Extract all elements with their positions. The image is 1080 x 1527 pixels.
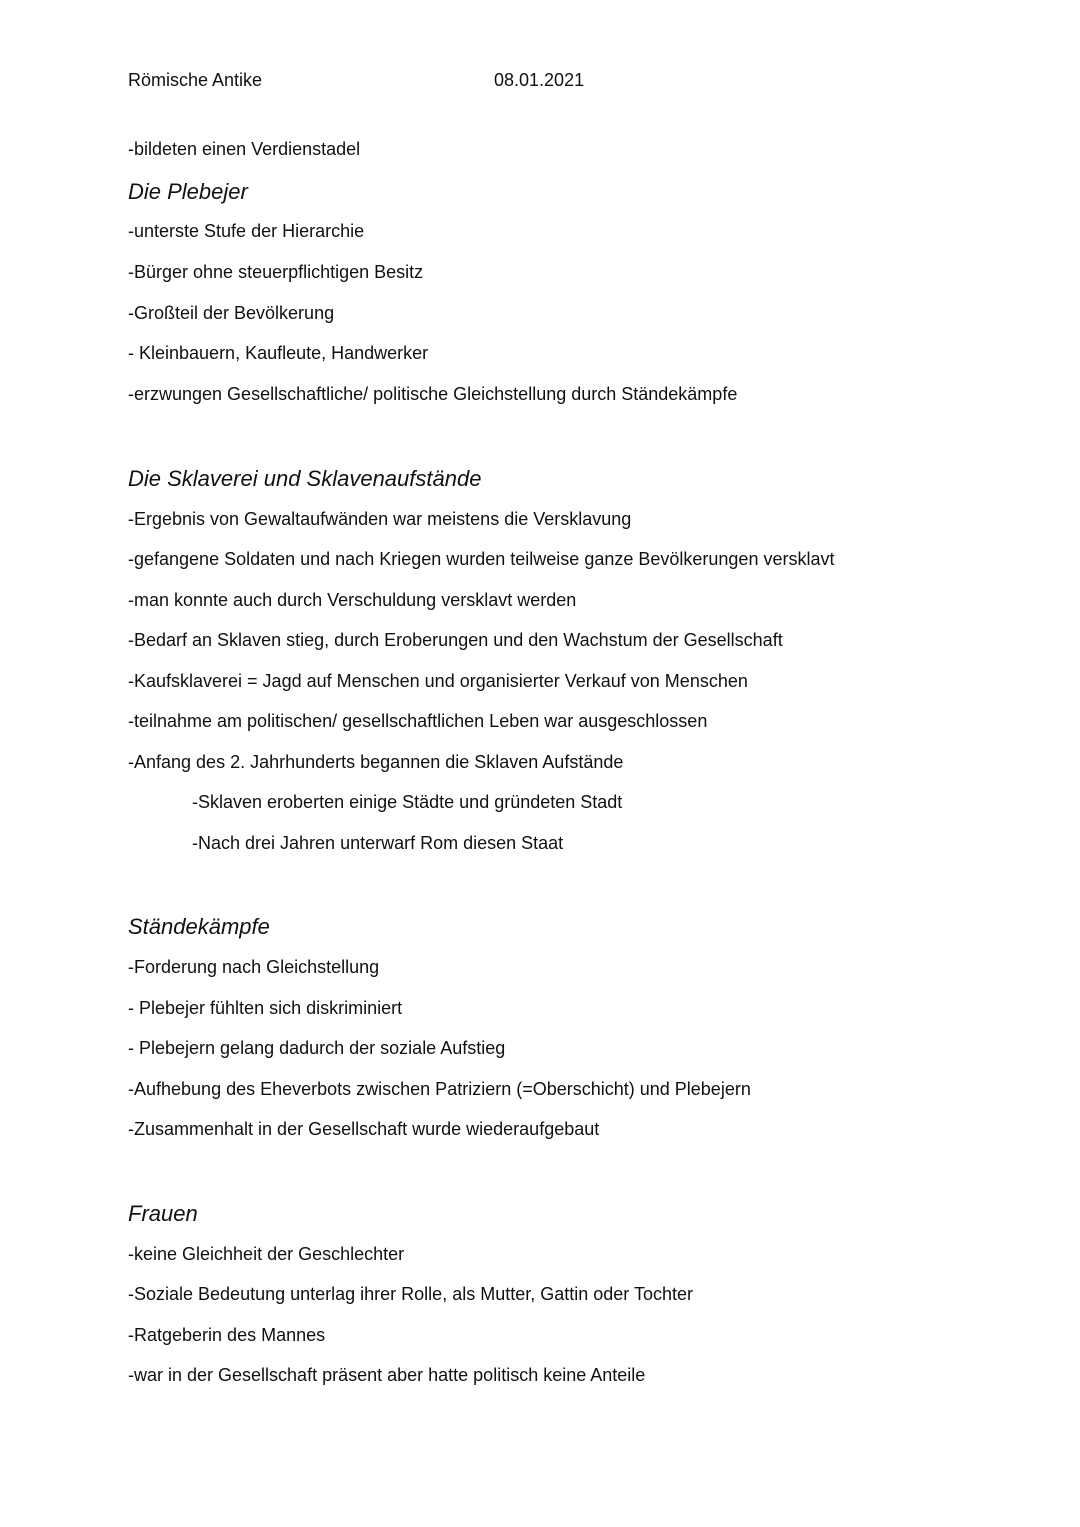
section-heading-sklaverei: Die Sklaverei und Sklavenaufstände: [128, 466, 482, 491]
list-item: -Soziale Bedeutung unterlag ihrer Rolle, als Mutter, Gattin oder Tochter: [128, 1284, 693, 1304]
list-item: -unterste Stufe der Hierarchie: [128, 221, 365, 241]
section-heading-staendekaempfe: Ständekämpfe: [128, 914, 270, 939]
document-title: Römische Antike: [128, 70, 263, 90]
document-date: 08.01.2021: [494, 70, 585, 90]
list-item: - Plebejern gelang dadurch der soziale Aufstieg: [128, 1038, 506, 1058]
list-item: -Großteil der Bevölkerung: [128, 303, 335, 323]
sub-list-item: -Nach drei Jahren unterwarf Rom diesen Staat: [192, 833, 564, 853]
list-item: -Bedarf an Sklaven stieg, durch Eroberungen und den Wachstum der Gesellschaft: [128, 630, 783, 650]
list-item: -Aufhebung des Eheverbots zwischen Patriziern (=Oberschicht) und Plebejern: [128, 1079, 751, 1099]
section-heading-frauen: Frauen: [128, 1201, 198, 1226]
list-item: -erzwungen Gesellschaftliche/ politische Gleichstellung durch Ständekämpfe: [128, 384, 738, 404]
list-item: - Kleinbauern, Kaufleute, Handwerker: [128, 343, 429, 363]
list-item: -Anfang des 2. Jahrhunderts begannen die Sklaven Aufstände: [128, 752, 624, 772]
list-item: -Ergebnis von Gewaltaufwänden war meistens die Versklavung: [128, 509, 632, 529]
list-item: - Plebejer fühlten sich diskriminiert: [128, 998, 403, 1018]
list-item: -gefangene Soldaten und nach Kriegen wurden teilweise ganze Bevölkerungen versklavt: [128, 549, 835, 569]
list-item: -Kaufsklaverei = Jagd auf Menschen und organisierter Verkauf von Menschen: [128, 671, 748, 691]
list-item: -Forderung nach Gleichstellung: [128, 957, 380, 977]
list-item: -teilnahme am politischen/ gesellschaftlichen Leben war ausgeschlossen: [128, 711, 708, 731]
list-item: -war in der Gesellschaft präsent aber hatte politisch keine Anteile: [128, 1365, 646, 1385]
sub-list-item: -Sklaven eroberten einige Städte und gründeten Stadt: [192, 792, 623, 812]
intro-line: -bildeten einen Verdienstadel: [128, 139, 361, 159]
list-item: -man konnte auch durch Verschuldung versklavt werden: [128, 590, 577, 610]
list-item: -keine Gleichheit der Geschlechter: [128, 1244, 405, 1264]
list-item: -Ratgeberin des Mannes: [128, 1325, 326, 1345]
list-item: -Bürger ohne steuerpflichtigen Besitz: [128, 262, 424, 282]
list-item: -Zusammenhalt in der Gesellschaft wurde wiederaufgebaut: [128, 1119, 600, 1139]
section-heading-plebejer: Die Plebejer: [128, 179, 248, 204]
